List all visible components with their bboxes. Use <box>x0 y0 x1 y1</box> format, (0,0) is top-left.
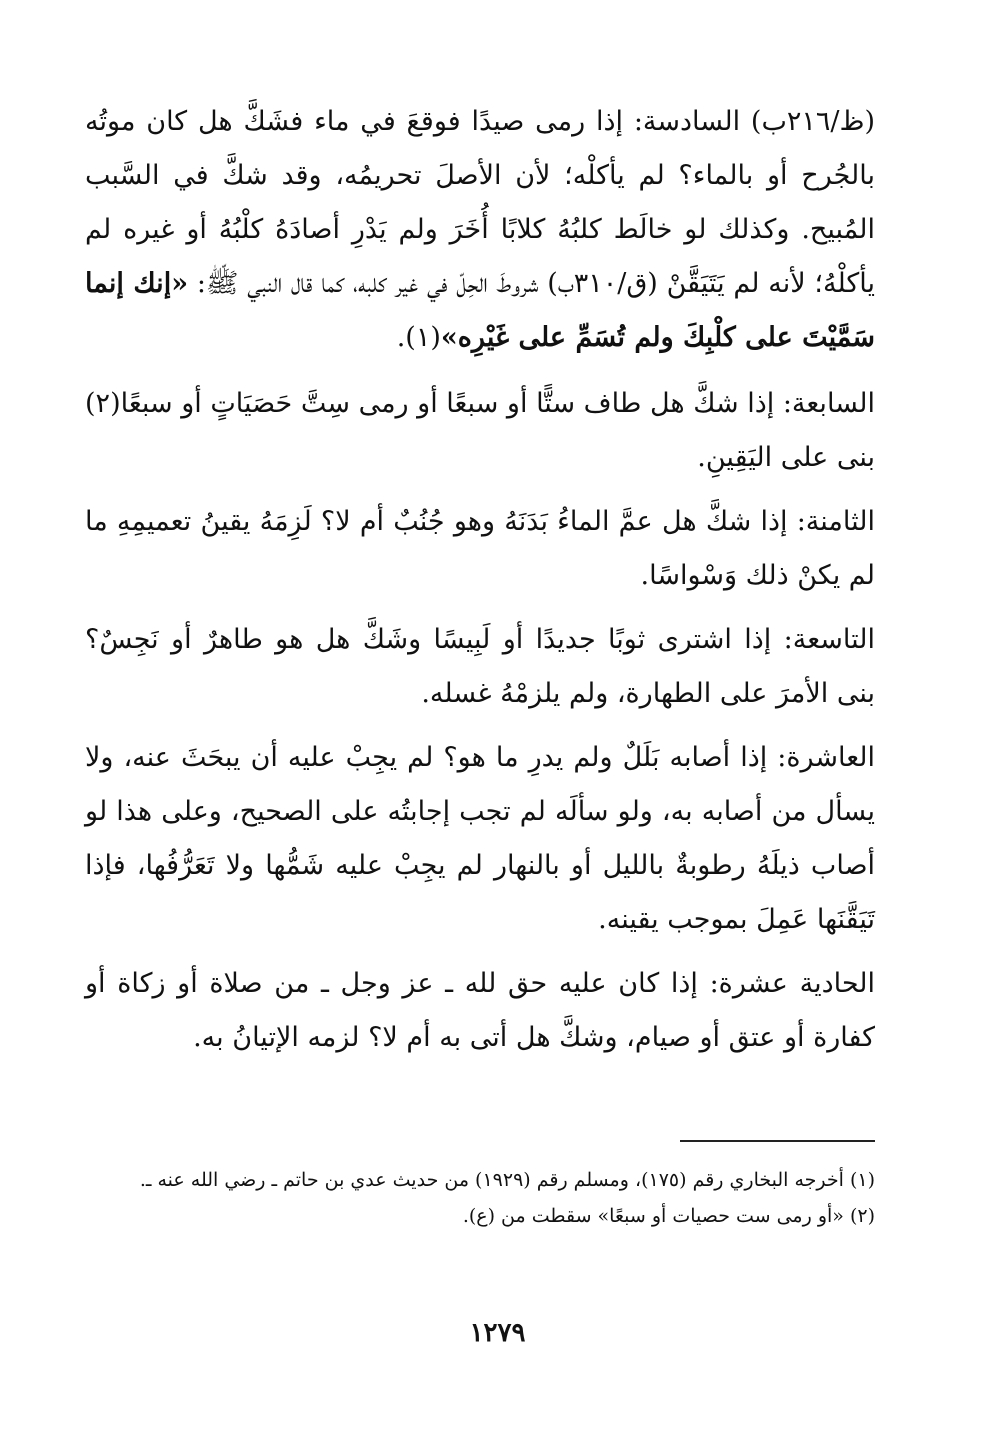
footnote-ref-1: (١). <box>396 322 441 353</box>
paragraph-ninth: التاسعة: إذا اشترى ثوبًا جديدًا أو لَبِيسًا وشَكَّ هل هو طاهرٌ أو نَجِسٌ؟ بنى الأمرَ على الطهارة، ولم يلزمْهُ غسله. <box>85 624 875 709</box>
paragraph-seventh: السابعة: إذا شكَّ هل طاف ستًّا أو سبعًا أو رمى سِتَّ حَصَيَاتٍ أو سبعًا(٢) بنى على اليَقِينِ. <box>85 388 875 473</box>
main-text <box>85 95 875 1075</box>
footnote-divider <box>680 1140 875 1142</box>
paragraph-eleventh: الحادية عشرة: إذا كان عليه حق لله ـ عز وجل ـ من صلاة أو زكاة أو كفارة أو عتق أو صيام، وشكَّ هل أتى به أم لا؟ لزمه الإتيانُ به. <box>85 968 875 1053</box>
footnote-2: (٢) «أو رمى ست حصيات أو سبعًا» سقطت من (ع). <box>462 1205 875 1227</box>
paragraph-tenth: العاشرة: إذا أصابه بَلَلٌ ولم يدرِ ما هو؟ لم يجِبْ عليه أن يبحَثَ عنه، ولا يسأل من أصابه به، ولو سألَه لم تجب إجابتُه على الصحيح، وعلى هذا لو أصاب ذيلَهُ رطوبةٌ بالليل أو بالنهار لم يجِبْ عليه شَمُّها ولا تَعَرُّفُها، فإذا تَيَقَّنَها عَمِلَ بموجب يقينه. <box>85 742 875 935</box>
footnote-1: (١) أخرجه البخاري رقم (١٧٥)، ومسلم رقم (١٩٢٩) من حديث عدي بن حاتم ـ رضي الله عنه ـ. <box>139 1169 875 1191</box>
page-number: ١٢٧٩ <box>469 1318 526 1348</box>
hadith-quote: «إنك إنما سَمَّيْتَ على كلْبِكَ ولم تُسَمِّ على غَيْرِه» <box>85 268 875 353</box>
footnotes <box>85 1162 875 1234</box>
paragraph-eighth: الثامنة: إذا شكَّ هل عمَّ الماءُ بَدَنَهُ وهو جُنُبٌ أم لا؟ لَزِمَهُ يقينُ تعميمِهِ ما لم يكنْ ذلك وَسْواسًا. <box>85 506 875 591</box>
paragraph-sixth <box>85 95 875 365</box>
paragraph-sixth-text: (ظ/٢١٦ب) السادسة: إذا رمى صيدًا فوقعَ في ماء فشَكَّ هل كان موتُه بالجُرح أو بالماء؟ لم يأكلْه؛ لأن الأصلَ تحريمُه، وقد شكَّ في السَّبب المُبيح. وكذلك لو خالَط كلبُهُ كلابًا أُخَرَ ولم يَدْرِ أصادَهُ كلْبُهُ أو غيره لم يأكلْهُ؛ لأنه لم يَتَيَقَّنْ (ق/٣١٠ب) شروطَ الحِلّ في غير كلبه، كما قال النبي ﷺ: <box>85 106 876 299</box>
